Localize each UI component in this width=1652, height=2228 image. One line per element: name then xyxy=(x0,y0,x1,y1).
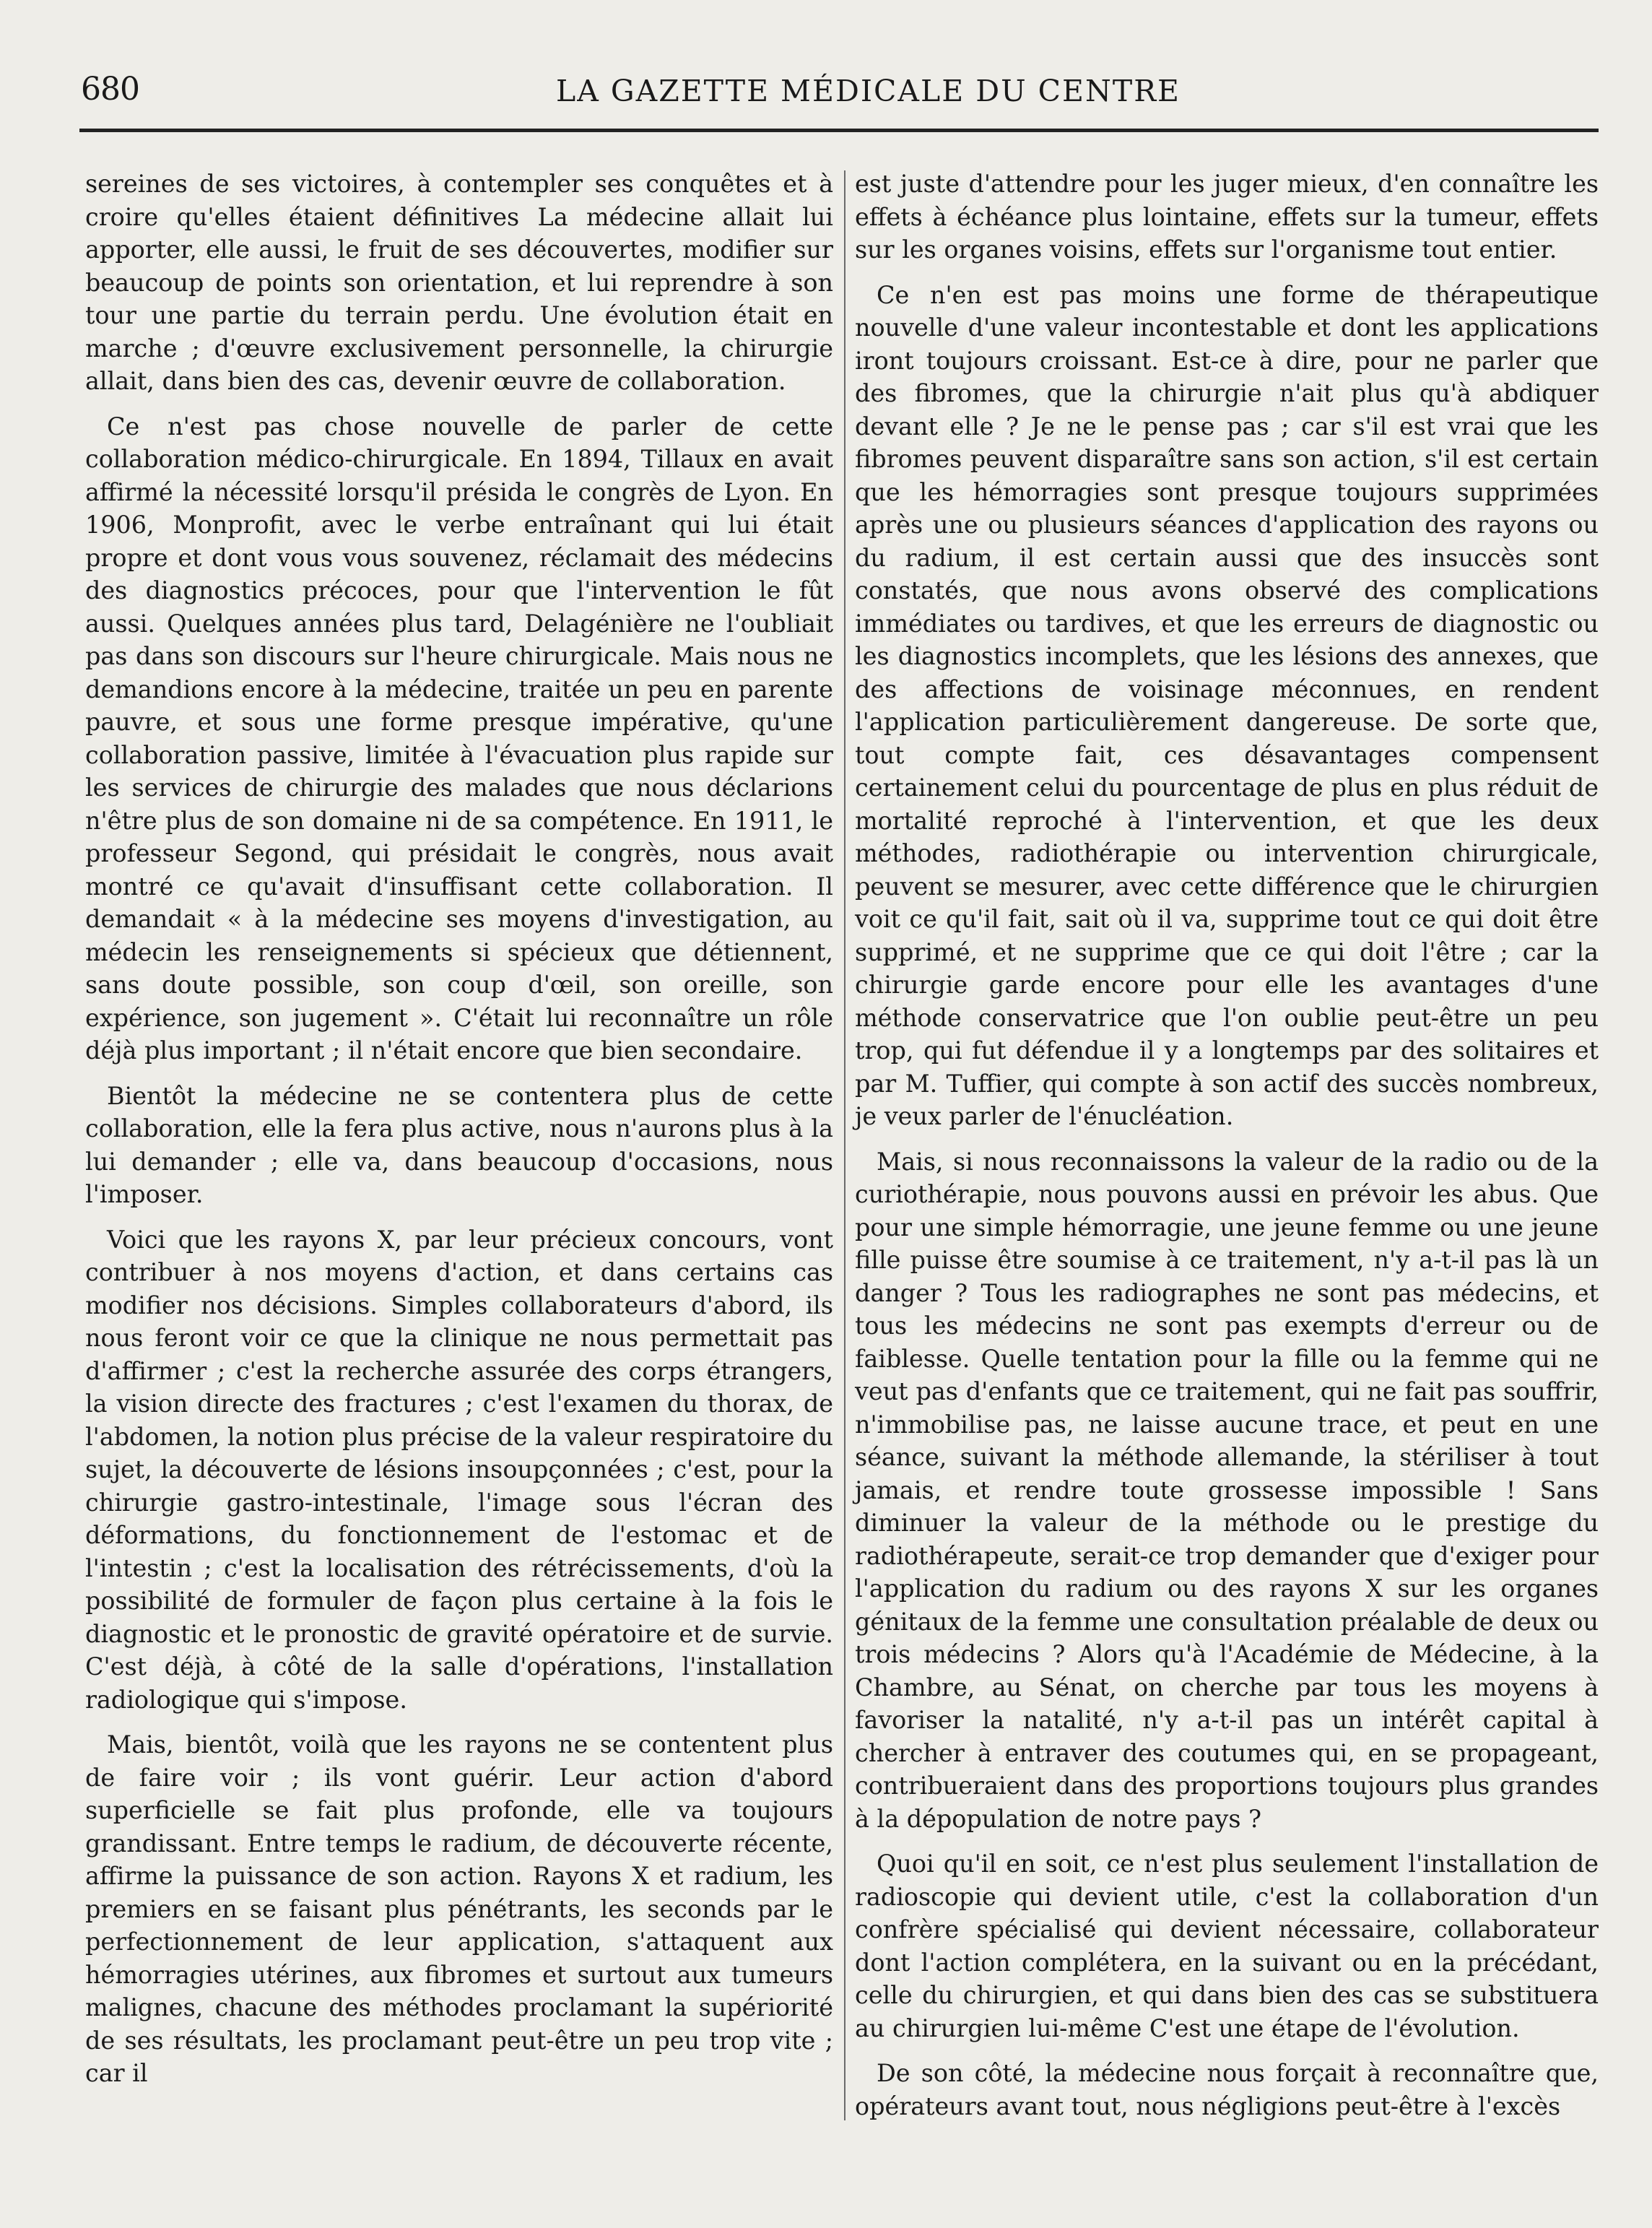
paragraph: De son côté, la médecine nous forçait à reconnaître que, opérateurs avant tout, nous négligions peut-être à l'excès xyxy=(855,2059,1599,2120)
page-header xyxy=(81,71,1600,121)
paragraph: sereines de ses victoires, à contempler ses conquêtes et à croire qu'elles étaient définitives La médecine allait lui apporter, elle aussi, le fruit de ses découvertes, modifier sur beaucoup de points son orientation, et lui reprendre à son tour une partie du terrain perdu. Une évolution était en marche ; d'œuvre exclusivement personnelle, la chirurgie allait, dans bien des cas, devenir œuvre de collaboration. xyxy=(85,170,833,395)
right-column xyxy=(855,168,1599,2135)
paragraph: Ce n'est pas chose nouvelle de parler de cette collaboration médico-chirurgicale. En 1894, Tillaux en avait affirmé la nécessité lorsqu'il présida le congrès de Lyon. En 1906, Monprofit, avec le verbe entraînant qui lui était propre et dont vous vous souvenez, réclamait des médecins des diagnostics précoces, pour que l'intervention le fût aussi. Quelques années plus tard, Delagénière ne l'oubliait pas dans son discours sur l'heure chirurgicale. Mais nous ne demandions encore à la médecine, traitée un peu en parente pauvre, et sous une forme presque impérative, qu'une collaboration passive, limitée à l'évacuation plus rapide sur les services de chirurgie des malades que nous déclarions n'être plus de son domaine ni de sa compétence. En 1911, le professeur Segond, qui présidait le congrès, nous avait montré ce qu'avait d'insuffisant cette collaboration. Il demandait « à la médecine ses moyens d'investigation, au médecin les renseignements si spécieux que détiennent, sans doute possible, son coup d'œil, son oreille, son expérience, son jugement ». C'était lui reconnaître un rôle déjà plus important ; il n'était encore que bien secondaire. xyxy=(85,412,833,1065)
paragraph: Ce n'en est pas moins une forme de thérapeutique nouvelle d'une valeur incontestable et dont les applications iront toujours croissant. Est-ce à dire, pour ne parler que des fibromes, que la chirurgie n'ait plus qu'à abdiquer devant elle ? Je ne le pense pas ; car s'il est vrai que les fibromes peuvent disparaître sans son action, s'il est certain que les hémorragies sont presque toujours supprimées après une ou plusieurs séances d'application des rayons ou du radium, il est certain aussi que des insuccès sont constatés, que nous avons observé des complications immédiates ou tardives, et que les erreurs de diagnostic ou les diagnostics incomplets, que les lésions des annexes, que des affections de voisinage méconnues, en rendent l'application particulièrement dangereuse. De sorte que, tout compte fait, ces désavantages compensent certainement celui du pourcentage de plus en plus réduit de mortalité reproché à l'intervention, et que les deux méthodes, radiothérapie ou intervention chirurgicale, peuvent se mesurer, avec cette différence que le chirurgien voit ce qu'il fait, sait où il va, supprime tout ce qui doit être supprimé, et ne supprime que ce qui doit l'être ; car la chirurgie garde encore pour elle les avantages d'une méthode conservatrice que l'on oublie peut-être un peu trop, qui fut défendue il y a longtemps par des solitaires et par M. Tuffier, qui compte à son actif des succès nombreux, je veux parler de l'énucléation. xyxy=(855,280,1599,1130)
paragraph: Mais, bientôt, voilà que les rayons ne se contentent plus de faire voir ; ils vont guérir. Leur action d'abord superficielle se fait plus profonde, elle va toujours grandissant. Entre temps le radium, de découverte récente, affirme la puissance de son action. Rayons X et radium, les premiers en se faisant plus pénétrants, les seconds par le perfectionnement de leur application, s'attaquent aux hémorragies utérines, aux fibromes et surtout aux tumeurs malignes, chacune des méthodes proclamant la supériorité de ses résultats, les proclamant peut-être un peu trop vite ; car il xyxy=(85,1730,833,2087)
header-rule xyxy=(79,129,1599,132)
column-divider xyxy=(844,170,845,2120)
paragraph: Bientôt la médecine ne se contentera plus de cette collaboration, elle la fera plus active, nous n'aurons plus à la lui demander ; elle va, dans beaucoup d'occasions, nous l'imposer. xyxy=(85,1081,833,1208)
paragraph: Voici que les rayons X, par leur précieux concours, vont contribuer à nos moyens d'action, et dans certains cas modifier nos décisions. Simples collaborateurs d'abord, ils nous feront voir ce que la clinique ne nous permettait pas d'affirmer ; c'est la recherche assurée des corps étrangers, la vision directe des fractures ; c'est l'examen du thorax, de l'abdomen, la notion plus précise de la valeur respiratoire du sujet, la découverte de lésions insoupçonnées ; c'est, pour la chirurgie gastro-intestinale, l'image sous l'écran des déformations, du fonctionnement de l'estomac et de l'intestin ; c'est la localisation des rétrécissements, d'où la possibilité de formuler de façon plus certaine à la fois le diagnostic et le pronostic de gravité opératoire et de survie. C'est déjà, à côté de la salle d'opérations, l'installation radiologique qui s'impose. xyxy=(85,1225,833,1714)
journal-title: LA GAZETTE MÉDICALE DU CENTRE xyxy=(556,74,1181,108)
page-number: 680 xyxy=(81,71,139,108)
left-column xyxy=(85,168,833,2102)
paragraph: est juste d'attendre pour les juger mieux, d'en connaître les effets à échéance plus lointaine, effets sur la tumeur, effets sur les organes voisins, effets sur l'organisme tout entier. xyxy=(855,170,1599,264)
paragraph: Mais, si nous reconnaissons la valeur de la radio ou de la curiothérapie, nous pouvons aussi en prévoir les abus. Que pour une simple hémorragie, une jeune femme ou une jeune fille puisse être soumise à ce traitement, n'y a-t-il pas là un danger ? Tous les radiographes ne sont pas médecins, et tous les médecins ne sont pas exempts d'erreur ou de faiblesse. Quelle tentation pour la fille ou la femme qui ne veut pas d'enfants que ce traitement, qui ne fait pas souffrir, n'immobilise pas, ne laisse aucune trace, et peut en une séance, suivant la méthode allemande, la stériliser à tout jamais, et rendre toute grossesse impossible ! Sans diminuer la valeur de la méthode ou le prestige du radiothérapeute, serait-ce trop demander que d'exiger pour l'application du radium ou des rayons X sur les organes génitaux de la femme une consultation préalable de deux ou trois médecins ? Alors qu'à l'Académie de Médecine, à la Chambre, au Sénat, on cherche par tous les moyens à favoriser la natalité, n'y a-t-il pas un intérêt capital à chercher à entraver des coutumes qui, en se propageant, contribueraient dans des proportions toujours plus grandes à la dépopulation de notre pays ? xyxy=(855,1147,1599,1833)
paragraph: Quoi qu'il en soit, ce n'est plus seulement l'installation de radioscopie qui devient utile, c'est la collaboration d'un confrère spécialisé qui devient nécessaire, collaborateur dont l'action complétera, en la suivant ou en la précédant, celle du chirurgien, et qui dans bien des cas se substituera au chirurgien lui-même C'est une étape de l'évolution. xyxy=(855,1850,1599,2042)
